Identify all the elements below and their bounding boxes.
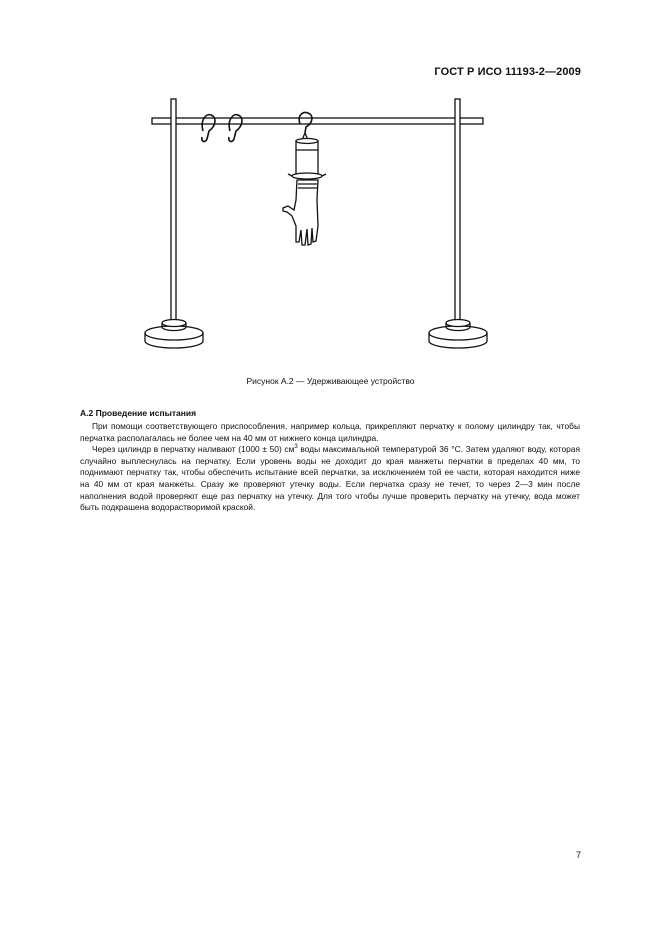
left-base (145, 320, 203, 349)
paragraph-2: Через цилиндр в перчатку наливают (1000 ± 50) $см^3$ воды максимальной температурой 36 °С. Затем удаляют воду, которая случайно выплеснулась на перчатку. Если уровень воды не доходит до края манжеты перчатки в пределах 40 мм, то поднимают перчатку так, чтобы обеспечить испытание всей перчатки, за исключением той ее части, которая находится ниже на 40 мм от края манжеты. Сразу же проверяют утечку воды. Если перчатка сразу не течет, то через 2—3 мин после наполнения водой проверяют еще раз перчатку на утечку. Для того чтобы лучше проверить перчатку на утечку, вода может быть подкрашена водорастворимой краской. (80, 444, 580, 513)
page-number: 7 (575, 850, 581, 860)
figure-caption: Рисунок А.2 — Удерживающее устройство (246, 376, 415, 386)
section-title: А.2 Проведение испытания (80, 408, 197, 418)
glove (283, 180, 318, 245)
right-base (429, 320, 487, 349)
hollow-cylinder (296, 139, 318, 176)
right-post (455, 99, 460, 324)
standard-code: ГОСТ Р ИСО 11193-2—2009 (434, 66, 581, 78)
body-text (80, 421, 580, 514)
ring (288, 173, 326, 179)
paragraph-1: При помощи соответствующего приспособления, например кольца, прикрепляют перчатку к полому цилиндру так, чтобы перчатка располагалась не более чем на 40 мм от нижнего конца цилиндра. (80, 421, 580, 443)
holding-device-figure (0, 0, 661, 370)
left-post (171, 99, 176, 324)
